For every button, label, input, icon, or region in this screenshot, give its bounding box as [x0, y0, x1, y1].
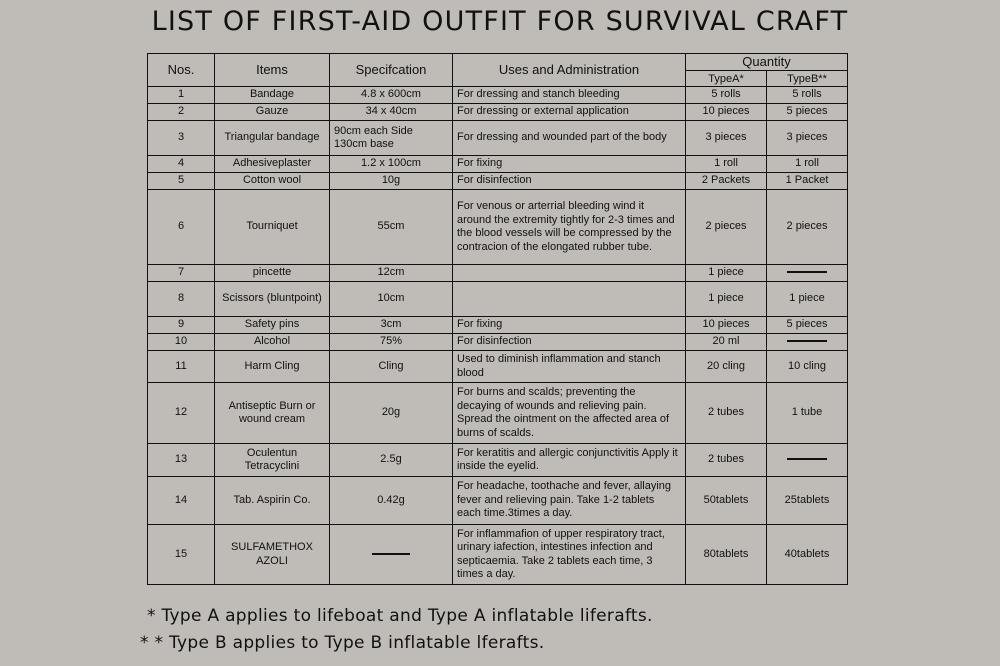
row-spec-dash: [330, 525, 453, 585]
row-type-a: 1 piece: [686, 265, 767, 282]
row-no: 4: [148, 156, 215, 173]
row-spec: 2.5g: [330, 444, 453, 477]
row-spec: 20g: [330, 383, 453, 444]
row-type-b: 3 pieces: [767, 121, 848, 156]
row-uses: For disinfection: [453, 173, 686, 190]
row-no: 11: [148, 351, 215, 383]
footnote-type-a: * Type A applies to lifeboat and Type A inflatable liferafts.: [147, 606, 653, 626]
row-item: SULFAMETHOX AZOLI: [215, 525, 330, 585]
row-type-b-dash: [767, 444, 848, 477]
row-spec: 10cm: [330, 282, 453, 317]
table-row: [148, 282, 848, 317]
row-no: 10: [148, 334, 215, 351]
table-row: [148, 190, 848, 265]
row-type-b: 40tablets: [767, 525, 848, 585]
row-type-a: 80tablets: [686, 525, 767, 585]
row-type-a: 2 tubes: [686, 383, 767, 444]
row-item: Bandage: [215, 87, 330, 104]
row-type-b: 2 pieces: [767, 190, 848, 265]
row-type-a: 1 piece: [686, 282, 767, 317]
row-item: Gauze: [215, 104, 330, 121]
table-row: [148, 156, 848, 173]
row-uses: Used to diminish inflammation and stanch blood: [453, 351, 686, 383]
table-row: [148, 525, 848, 585]
row-spec: 1.2 x 100cm: [330, 156, 453, 173]
footnote-type-b: * * Type B applies to Type B inflatable lferafts.: [140, 633, 545, 653]
header-nos: Nos.: [148, 54, 215, 87]
row-uses: For dressing or external application: [453, 104, 686, 121]
row-item: Antiseptic Burn or wound cream: [215, 383, 330, 444]
row-type-a: 3 pieces: [686, 121, 767, 156]
row-no: 13: [148, 444, 215, 477]
row-spec: 90cm each Side 130cm base: [330, 121, 453, 156]
row-type-a: 10 pieces: [686, 104, 767, 121]
row-type-a: 50tablets: [686, 477, 767, 525]
row-no: 6: [148, 190, 215, 265]
dash-line: [787, 271, 827, 273]
row-type-a: 5 rolls: [686, 87, 767, 104]
table-row: [148, 173, 848, 190]
row-type-a: 2 pieces: [686, 190, 767, 265]
row-spec: 0.42g: [330, 477, 453, 525]
dash-line: [787, 340, 827, 342]
row-spec: 10g: [330, 173, 453, 190]
row-no: 3: [148, 121, 215, 156]
row-type-b: 1 Packet: [767, 173, 848, 190]
header-quantity: Quantity: [686, 54, 848, 71]
row-type-a: 20 ml: [686, 334, 767, 351]
row-type-b: 5 rolls: [767, 87, 848, 104]
row-no: 2: [148, 104, 215, 121]
row-item: Oculentun Tetracyclini: [215, 444, 330, 477]
row-type-b: 1 tube: [767, 383, 848, 444]
row-item: Tourniquet: [215, 190, 330, 265]
table-row: [148, 317, 848, 334]
header-type-b: TypeB**: [767, 71, 848, 87]
row-type-a: 20 cling: [686, 351, 767, 383]
row-uses: For dressing and wounded part of the body: [453, 121, 686, 156]
row-spec: 75%: [330, 334, 453, 351]
row-uses: [453, 265, 686, 282]
row-type-a: 2 tubes: [686, 444, 767, 477]
dash-line: [372, 553, 410, 555]
row-type-b-dash: [767, 334, 848, 351]
row-spec: 55cm: [330, 190, 453, 265]
row-uses: For venous or arterrial bleeding wind it around the extremity tightly for 2-3 times and the blood vessels will be compressed by the contracion of the elongated rubber tube.: [453, 190, 686, 265]
row-no: 9: [148, 317, 215, 334]
header-uses: Uses and Administration: [453, 54, 686, 87]
row-uses: For fixing: [453, 156, 686, 173]
row-type-b: 1 roll: [767, 156, 848, 173]
row-item: Adhesiveplaster: [215, 156, 330, 173]
row-type-b: 10 cling: [767, 351, 848, 383]
table-row: [148, 121, 848, 156]
dash-line: [787, 458, 827, 460]
row-spec: 3cm: [330, 317, 453, 334]
row-item: Scissors (bluntpoint): [215, 282, 330, 317]
row-no: 15: [148, 525, 215, 585]
header-type-a: TypeA*: [686, 71, 767, 87]
row-no: 1: [148, 87, 215, 104]
row-type-b: 5 pieces: [767, 104, 848, 121]
row-no: 7: [148, 265, 215, 282]
row-item: Tab. Aspirin Co.: [215, 477, 330, 525]
row-spec: 4.8 x 600cm: [330, 87, 453, 104]
row-no: 14: [148, 477, 215, 525]
row-type-a: 10 pieces: [686, 317, 767, 334]
table-row: [148, 477, 848, 525]
row-no: 8: [148, 282, 215, 317]
table-row: [148, 265, 848, 282]
table-row: [148, 87, 848, 104]
row-type-a: 2 Packets: [686, 173, 767, 190]
row-item: Triangular bandage: [215, 121, 330, 156]
row-uses: For dressing and stanch bleeding: [453, 87, 686, 104]
row-spec: 12cm: [330, 265, 453, 282]
header-spec: Specifcation: [330, 54, 453, 87]
row-uses: [453, 282, 686, 317]
page-title: LIST OF FIRST-AID OUTFIT FOR SURVIVAL CRAFT: [151, 6, 849, 37]
row-item: Alcohol: [215, 334, 330, 351]
row-uses: For inflammafion of upper respiratory tract, urinary iafection, intestines infection and septicaemia. Take 2 tablets each time, 3 times a day.: [453, 525, 686, 585]
row-type-b: 25tablets: [767, 477, 848, 525]
row-item: Safety pins: [215, 317, 330, 334]
table-row: [148, 334, 848, 351]
row-no: 12: [148, 383, 215, 444]
row-no: 5: [148, 173, 215, 190]
row-uses: For headache, toothache and fever, allaying fever and relieving pain. Take 1-2 tablets each time.3times a day.: [453, 477, 686, 525]
row-uses: For burns and scalds; preventing the decaying of wounds and relieving pain. Spread the ointment on the affected area of burns of scalds.: [453, 383, 686, 444]
row-item: pincette: [215, 265, 330, 282]
row-type-a: 1 roll: [686, 156, 767, 173]
row-uses: For fixing: [453, 317, 686, 334]
table-row: [148, 444, 848, 477]
row-uses: For keratitis and allergic conjunctivitis Apply it inside the eyelid.: [453, 444, 686, 477]
first-aid-table: [147, 53, 848, 585]
table-row: [148, 104, 848, 121]
row-type-b: 1 piece: [767, 282, 848, 317]
row-type-b-dash: [767, 265, 848, 282]
header-items: Items: [215, 54, 330, 87]
row-uses: For disinfection: [453, 334, 686, 351]
row-type-b: 5 pieces: [767, 317, 848, 334]
table-row: [148, 383, 848, 444]
row-item: Harm Cling: [215, 351, 330, 383]
row-item: Cotton wool: [215, 173, 330, 190]
table-row: [148, 351, 848, 383]
row-spec: 34 x 40cm: [330, 104, 453, 121]
row-spec: Cling: [330, 351, 453, 383]
